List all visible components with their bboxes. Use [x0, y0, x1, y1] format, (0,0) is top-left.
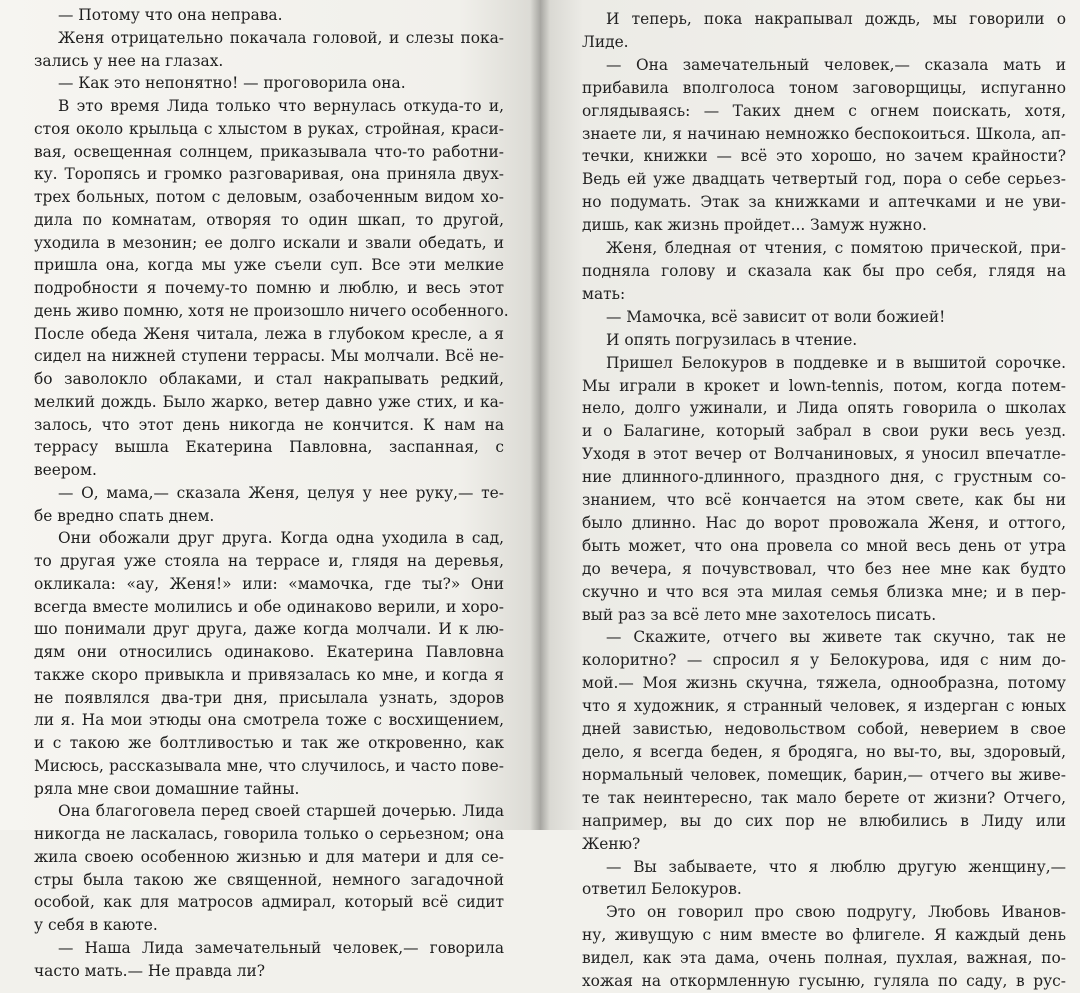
text-line: Мы играли в крокет и lown-tennis, потом, когда потем- [582, 376, 1066, 395]
right-page-text [582, 8, 1066, 993]
text-line: например, вы до сих пор не влюбились в Лиду или [582, 811, 1066, 830]
book-gutter [530, 0, 550, 830]
text-line: — Как это непонятно! — проговорила она. [58, 74, 406, 93]
text-line: — Вы забываете, что я люблю другую женщину,— [606, 857, 1066, 876]
text-line: жила своею особенною жизнью и для матери и для се- [34, 847, 504, 866]
text-line: — Скажите, отчего вы живете так скучно, так не [606, 628, 1066, 647]
text-line: мелкий дождь. Было жарко, ветер давно уже стих, и ка- [34, 392, 504, 411]
text-line: мать: [582, 284, 626, 303]
text-line: И теперь, пока накрапывал дождь, мы говорили о [606, 10, 1066, 28]
text-line: Мисюсь, рассказывала мне, что случилось, и часто пове- [34, 756, 504, 775]
text-line: Женю? [582, 834, 641, 853]
text-line: дело, я всегда беден, я бродяга, но вы-то, вы, здоровый, [582, 743, 1066, 761]
text-line: — Мамочка, всё зависит от воли божией! [606, 307, 946, 326]
text-line: террасу вышла Екатерина Павловна, заспанная, с [34, 438, 504, 457]
text-line: подняла голову и сказала как бы про себя, глядя на [582, 261, 1066, 280]
text-line: у себя в каюте. [34, 916, 158, 934]
text-line: ответил Белокуров. [582, 880, 742, 899]
text-line: дней завистью, недовольством собой, неверием в свое [582, 720, 1066, 739]
left-page-text [34, 4, 509, 982]
text-line: ряла мне свои домашние тайны. [34, 779, 300, 798]
text-line: Ведь ей уже двадцать четвертый год, пора о себе серьез- [582, 170, 1066, 189]
text-line: вый раз за всё лето мне захотелось писать. [582, 605, 937, 624]
text-line: знанием, что всё кончается на этом свете, как бы ни [582, 491, 1066, 510]
text-line: — Она замечательный человек,— сказала мать и [606, 55, 1066, 74]
text-line: нормальный человек, помещик, барин,— отчего вы живе- [582, 765, 1066, 784]
text-line: мой.— Моя жизнь скучна, тяжела, однообразна, потому [582, 674, 1066, 693]
text-line: подробности я почему-то помню и люблю, и весь этот [34, 279, 504, 297]
text-line: также скоро привыкла и привязалась ко мне, и когда я [34, 665, 504, 684]
text-line: те так неинтересно, так мало берете от жизни? Отчего, [582, 788, 1066, 807]
text-line: и с такою же болтливостью и так же откровенно, как [34, 734, 504, 752]
text-line: дила по комнатам, отворяя то один шкап, то другой, [34, 210, 504, 229]
text-line: ку. Торопясь и громко разговаривая, она приняла двух- [34, 165, 504, 184]
text-line: дям они относились одинаково. Екатерина Павловна [34, 643, 504, 661]
text-line: колоритно? — спросил я у Белокурова, идя с ним до- [582, 651, 1066, 670]
text-line: зались у нее на глазах. [34, 51, 224, 70]
text-line: день живо помню, хотя не произошло ничего особенного. [34, 301, 509, 320]
text-line: вая, освещенная солнцем, приказывала что-то работни- [34, 142, 504, 161]
text-line: быть может, что она провела со мной весь день от утра [582, 536, 1066, 555]
text-line: окликала: «ау, Женя!» или: «мамочка, где ты?» Они [34, 574, 504, 593]
text-line: до вечера, я почувствовал, что без нее мне как будто [582, 559, 1066, 578]
text-line: Женя отрицательно покачала головой, и слезы пока- [58, 28, 504, 47]
text-line: Лиде. [582, 32, 629, 51]
text-line: было длинно. Нас до ворот провожала Женя, и оттого, [582, 513, 1066, 532]
text-line: знаете ли, я начинаю немножко беспокоиться. Школа, ап- [582, 124, 1066, 143]
text-line: прибавила вполголоса тоном заговорщицы, испуганно [582, 78, 1066, 97]
text-line: — О, мама,— сказала Женя, целуя у нее руку,— те- [58, 483, 504, 502]
text-line: — Наша Лида замечательный человек,— говорила [58, 938, 504, 957]
text-line: и о Балагине, который забрал в свои руки весь уезд. [582, 422, 1066, 441]
text-line: видел, как эта дама, очень полная, пухлая, важная, по- [582, 949, 1066, 968]
text-line: оглядываясь: — Таких днем с огнем поискать, хотя, [582, 101, 1066, 120]
text-line: Уходя в этот вечер от Волчаниновых, я уносил впечатле- [582, 445, 1066, 464]
text-line: шо понимали друг друга, даже когда молчали. И к лю- [34, 620, 504, 639]
text-line: пришла она, когда мы уже съели суп. Все эти мелкие [34, 256, 504, 275]
text-line: веером. [34, 461, 97, 479]
text-line: ну, живущую с ним вместе во флигеле. Я каждый день [582, 926, 1066, 945]
text-line: скучно и что вся эта милая семья близка мне; и в пер- [582, 582, 1066, 601]
text-line: никогда не ласкалась, говорила только о серьезном; она [34, 825, 504, 843]
text-line: После обеда Женя читала, лежа в глубоком кресле, а я [34, 324, 504, 343]
text-line: бо заволокло облаками, и стал накрапывать редкий, [34, 370, 504, 388]
text-line: уходила в мезонин; ее долго искали и звали обедать, и [34, 233, 504, 252]
text-line: особой, как для матросов адмирал, который всё сидит [34, 893, 504, 912]
text-line: трех больных, потом с деловым, озабоченным видом хо- [34, 188, 504, 206]
text-line: что я художник, я странный человек, я издерган с юных [582, 697, 1066, 716]
text-line: нело, долго ужинали, и Лида опять говорила о школах [582, 399, 1066, 418]
text-line: течки, книжки — всё это хорошо, но зачем крайности? [582, 147, 1066, 166]
text-line: Пришел Белокуров в поддевке и в вышитой сорочке. [606, 353, 1066, 372]
text-line: сидел на нижней ступени террасы. Мы молчали. Всё не- [34, 347, 504, 366]
text-line: бе вредно спать днем. [34, 506, 215, 525]
text-line: залось, что этот день никогда не кончится. К нам на [34, 415, 504, 434]
text-line: хожая на откормленную гусыню, гуляла по саду, в рус- [582, 972, 1066, 991]
text-line: ние длинного-длинного, праздного дня, с грустным со- [582, 468, 1066, 487]
right-page [540, 0, 1080, 991]
text-line: но подумать. Этак за книжками и аптечками и не уви- [582, 193, 1066, 212]
text-line: Они обожали друг друга. Когда одна уходила в сад, [58, 529, 504, 548]
text-line: дишь, как жизнь пройдет... Замуж нужно. [582, 216, 927, 235]
text-line: Это он говорил про свою подругу, Любовь Иванов- [606, 903, 1066, 922]
text-line: то другая уже стояла на террасе и, глядя на деревья, [34, 552, 504, 570]
text-line: Она благоговела перед своей старшей дочерью. Лида [58, 802, 504, 821]
text-line: стры была такою же священной, немного загадочной [34, 870, 504, 889]
left-page [0, 0, 540, 980]
text-line: В это время Лида только что вернулась откуда-то и, [58, 97, 504, 115]
text-line: Женя, бледная от чтения, с помятою прической, при- [606, 239, 1066, 258]
text-line: часто мать.— Не правда ли? [34, 961, 266, 980]
text-line: всегда вместе молились и обе одинаково верили, и хоро- [34, 597, 504, 616]
text-line: И опять погрузилась в чтение. [606, 330, 858, 349]
text-line: — Потому что она неправа. [58, 6, 283, 24]
text-line: стоя около крыльца с хлыстом в руках, стройная, краси- [34, 119, 504, 138]
text-line: не появлялся два-три дня, присылала узнать, здоров [34, 688, 504, 707]
text-line: ли я. На мои этюды она смотрела тоже с восхищением, [34, 711, 504, 730]
